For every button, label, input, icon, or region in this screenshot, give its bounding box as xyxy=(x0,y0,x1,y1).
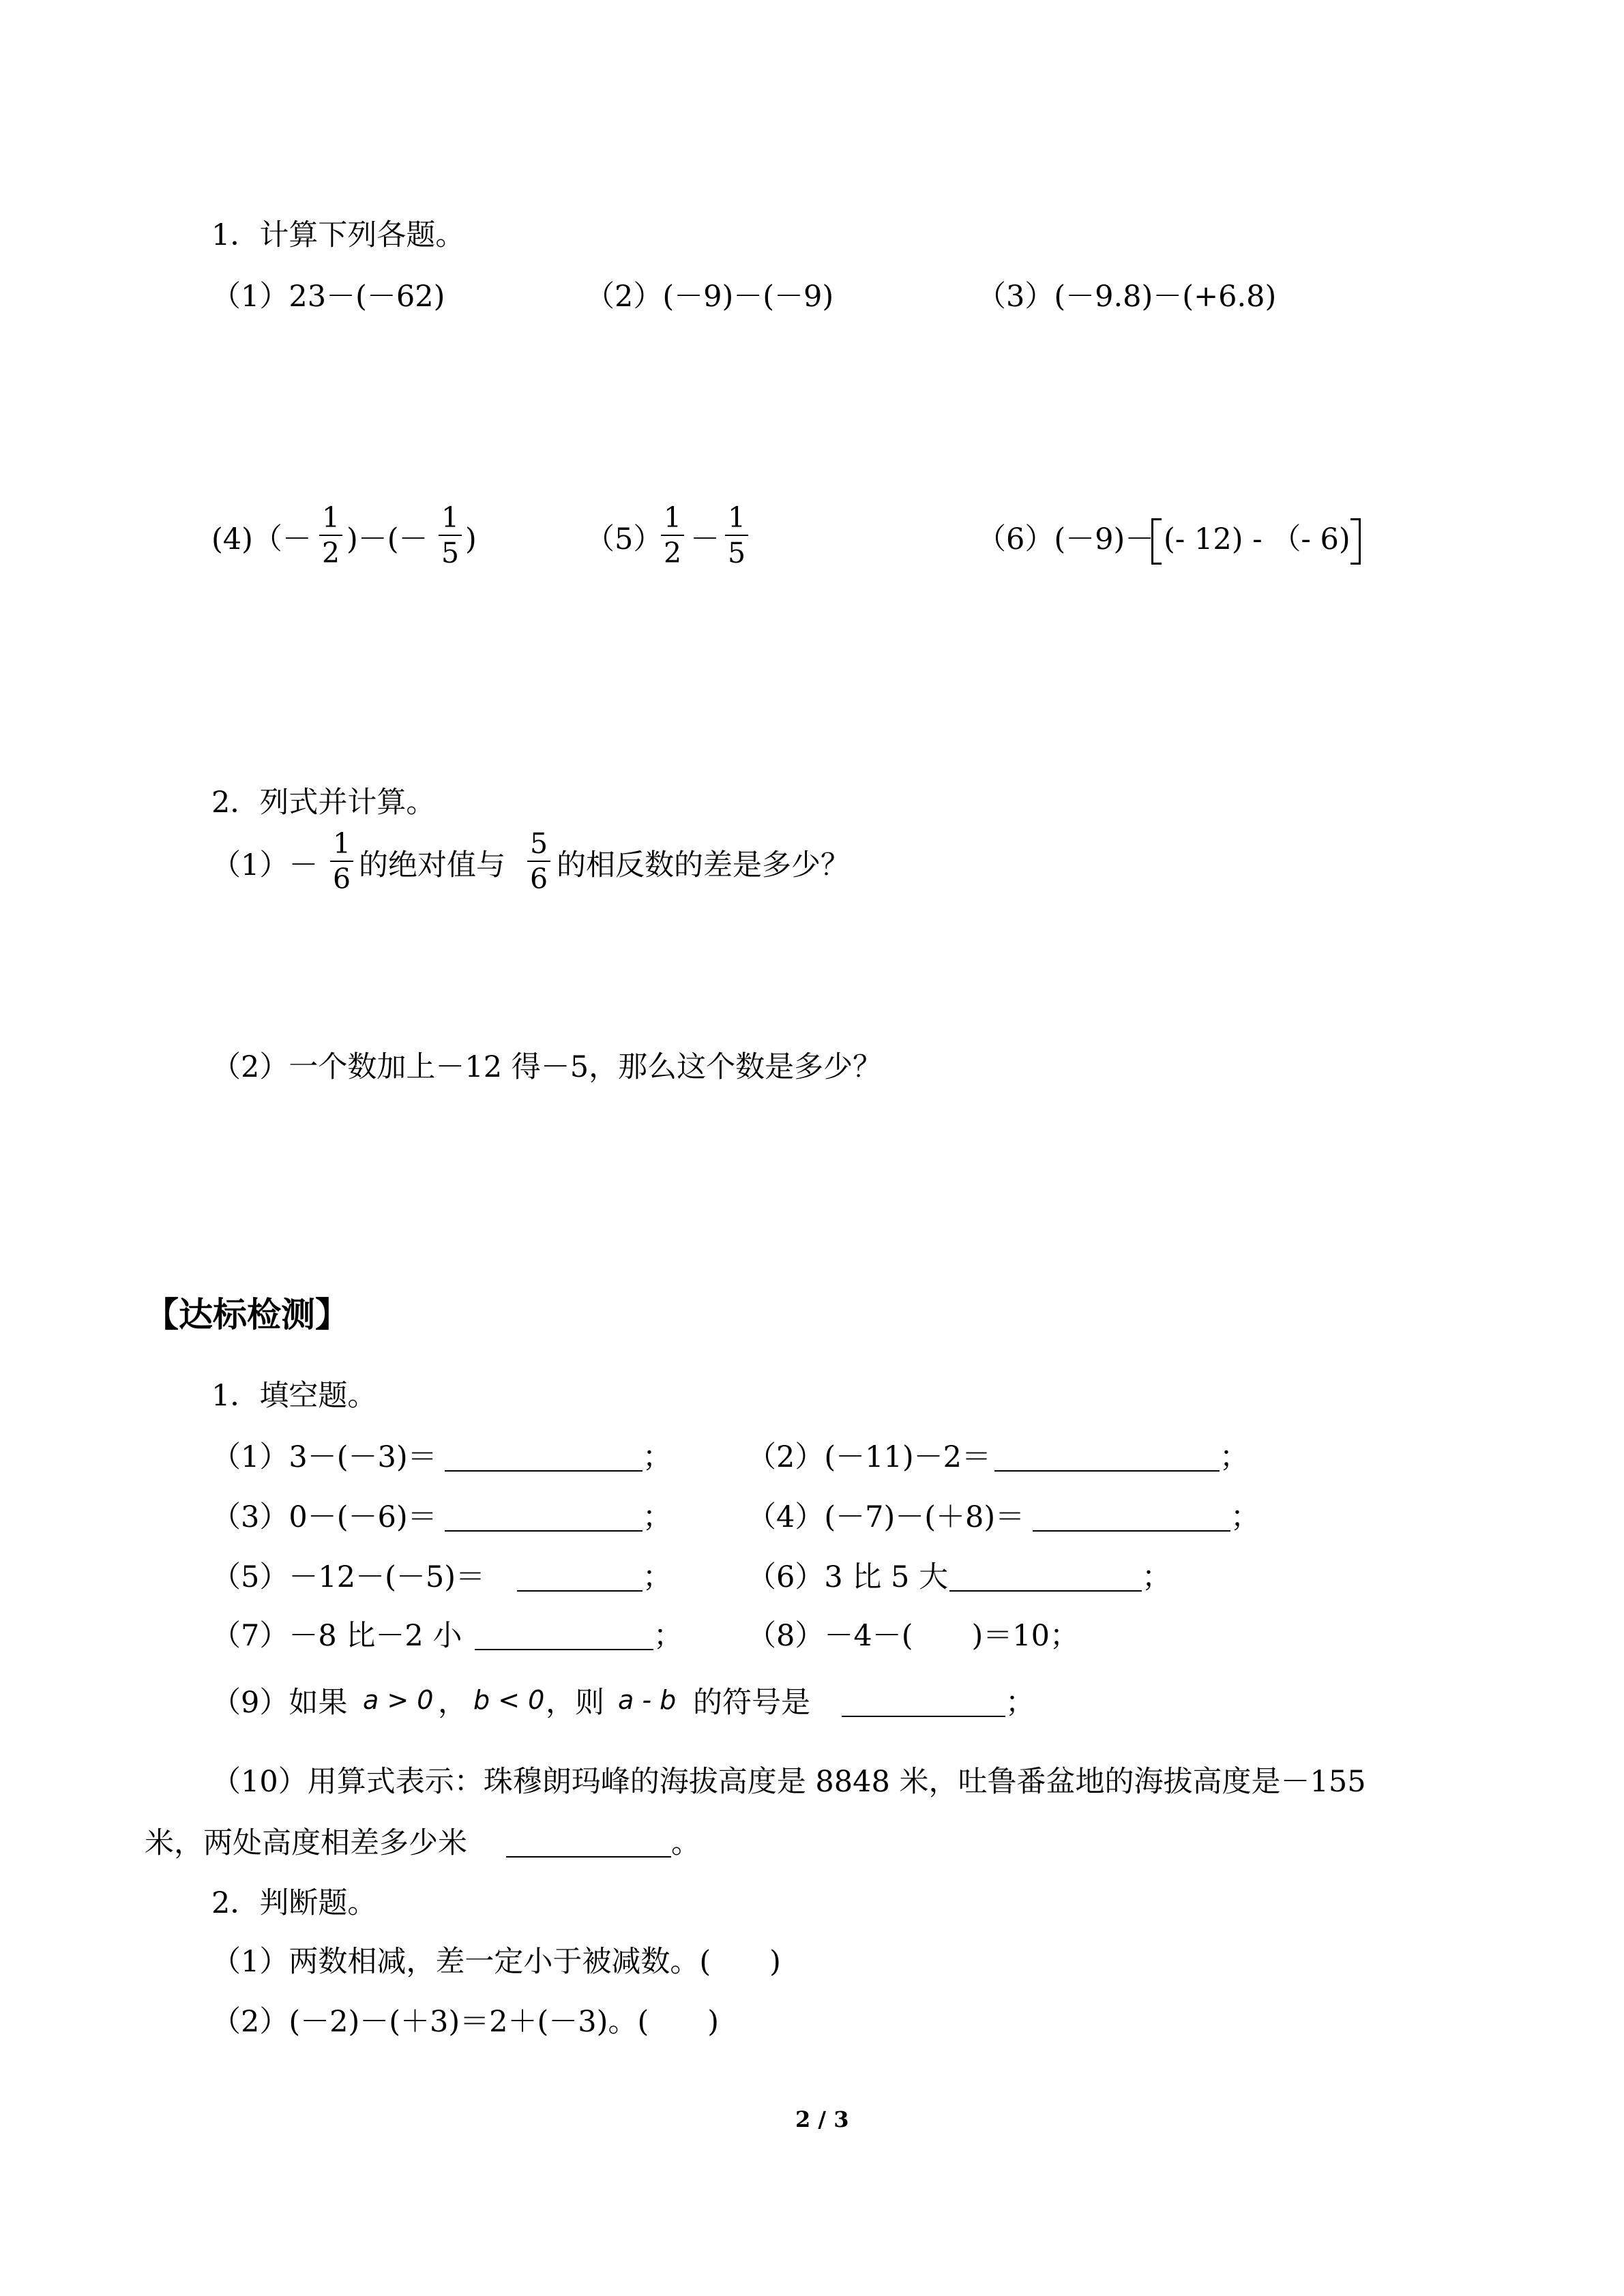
fill-1: （1）3－(－3)＝ xyxy=(211,1440,437,1474)
problem-5-minus: － xyxy=(690,522,720,556)
fill-2-end: ； xyxy=(1220,1440,1249,1474)
right-square-bracket xyxy=(1350,518,1361,565)
fill-9-condition-a: a > 0 xyxy=(363,1685,434,1715)
problem-4-fraction-2: 1 5 xyxy=(437,502,464,569)
fill-3-blank[interactable] xyxy=(445,1530,643,1532)
fill-9-condition-b: b < 0 xyxy=(473,1685,545,1715)
fill-9-prefix: （9）如果 xyxy=(211,1686,348,1720)
problem-3: （3）(－9.8)－(+6.8) xyxy=(977,280,1277,314)
fill-5-blank[interactable] xyxy=(517,1590,643,1592)
question-2-1-suffix: 的相反数的差是多少？ xyxy=(557,848,850,882)
fill-6: （6）3 比 5 大 xyxy=(747,1560,949,1594)
fill-1-end: ； xyxy=(643,1440,672,1474)
fill-6-end: ； xyxy=(1142,1560,1171,1594)
fill-4-blank[interactable] xyxy=(1033,1530,1230,1532)
problem-6-inner: (- 12) - （- 6) xyxy=(1164,522,1350,556)
fill-9-expression: a - b xyxy=(618,1685,677,1715)
question-2-2: （2）一个数加上－12 得－5，那么这个数是多少？ xyxy=(211,1050,883,1084)
problem-5-fraction-1: 1 2 xyxy=(659,502,686,569)
fill-10-line-2: 米，两处高度相差多少米 xyxy=(145,1826,467,1860)
fill-4-end: ； xyxy=(1230,1500,1260,1534)
fill-4: （4）(－7)－(＋8)＝ xyxy=(747,1500,1025,1534)
fill-5: （5）－12－(－5)＝ xyxy=(211,1560,485,1594)
problem-6-prefix: （6）(－9)－ xyxy=(977,522,1155,556)
fill-10-blank[interactable] xyxy=(506,1856,671,1858)
question-2-title: 2．列式并计算。 xyxy=(211,786,436,820)
fill-9-then: ，则 xyxy=(546,1686,604,1720)
question-2-1-fraction-1: 1 6 xyxy=(328,828,355,895)
question-2-1-fraction-2: 5 6 xyxy=(525,828,552,895)
fill-in-title: 1．填空题。 xyxy=(211,1379,377,1413)
fill-7-blank[interactable] xyxy=(475,1649,653,1650)
fill-10-line-1: （10）用算式表示：珠穆朗玛峰的海拔高度是 8848 米，吐鲁番盆地的海拔高度是－155 xyxy=(211,1765,1366,1799)
fill-2-blank[interactable] xyxy=(994,1470,1220,1472)
problem-2: （2）(－9)－(－9) xyxy=(585,280,834,314)
fill-6-blank[interactable] xyxy=(949,1590,1142,1592)
fill-1-blank[interactable] xyxy=(445,1470,643,1472)
left-square-bracket xyxy=(1151,518,1162,565)
fill-5-end: ； xyxy=(643,1560,672,1594)
fill-7: （7）－8 比－2 小 xyxy=(211,1619,462,1653)
fill-9-comma: ， xyxy=(438,1686,467,1720)
problem-5-prefix: （5） xyxy=(585,522,663,556)
fill-9-suffix: 的符号是 xyxy=(693,1686,810,1720)
question-2-1-middle: 的绝对值与 xyxy=(359,848,505,882)
problem-5-fraction-2: 1 5 xyxy=(723,502,750,569)
fill-3-end: ； xyxy=(643,1500,672,1534)
problem-4-middle: )－(－ xyxy=(346,522,428,556)
fill-7-end: ； xyxy=(653,1619,683,1653)
question-2-1-prefix: （1）－ xyxy=(211,848,319,882)
fill-9-end: ； xyxy=(1005,1686,1035,1720)
fill-8: （8）－4－( )＝10； xyxy=(747,1619,1079,1653)
fill-2: （2）(－11)－2＝ xyxy=(747,1440,991,1474)
problem-4-suffix: ) xyxy=(465,522,477,556)
fill-10-end: 。 xyxy=(671,1826,700,1860)
judge-2: （2）(－2)－(＋3)＝2＋(－3)。( ) xyxy=(211,2005,719,2039)
fill-9-blank[interactable] xyxy=(842,1716,1005,1717)
judge-1: （1）两数相减，差一定小于被减数。( ) xyxy=(211,1945,781,1979)
fill-3: （3）0－(－6)＝ xyxy=(211,1500,437,1534)
section-heading: 【达标检测】 xyxy=(145,1295,349,1335)
page-number: 2 / 3 xyxy=(795,2106,849,2132)
problem-1: （1）23－(－62) xyxy=(211,280,445,314)
problem-4-fraction-1: 1 2 xyxy=(317,502,344,569)
judge-title: 2．判断题。 xyxy=(211,1886,377,1920)
problem-4-prefix: (4)（－ xyxy=(211,522,312,556)
question-1-title: 1．计算下列各题。 xyxy=(211,218,465,252)
